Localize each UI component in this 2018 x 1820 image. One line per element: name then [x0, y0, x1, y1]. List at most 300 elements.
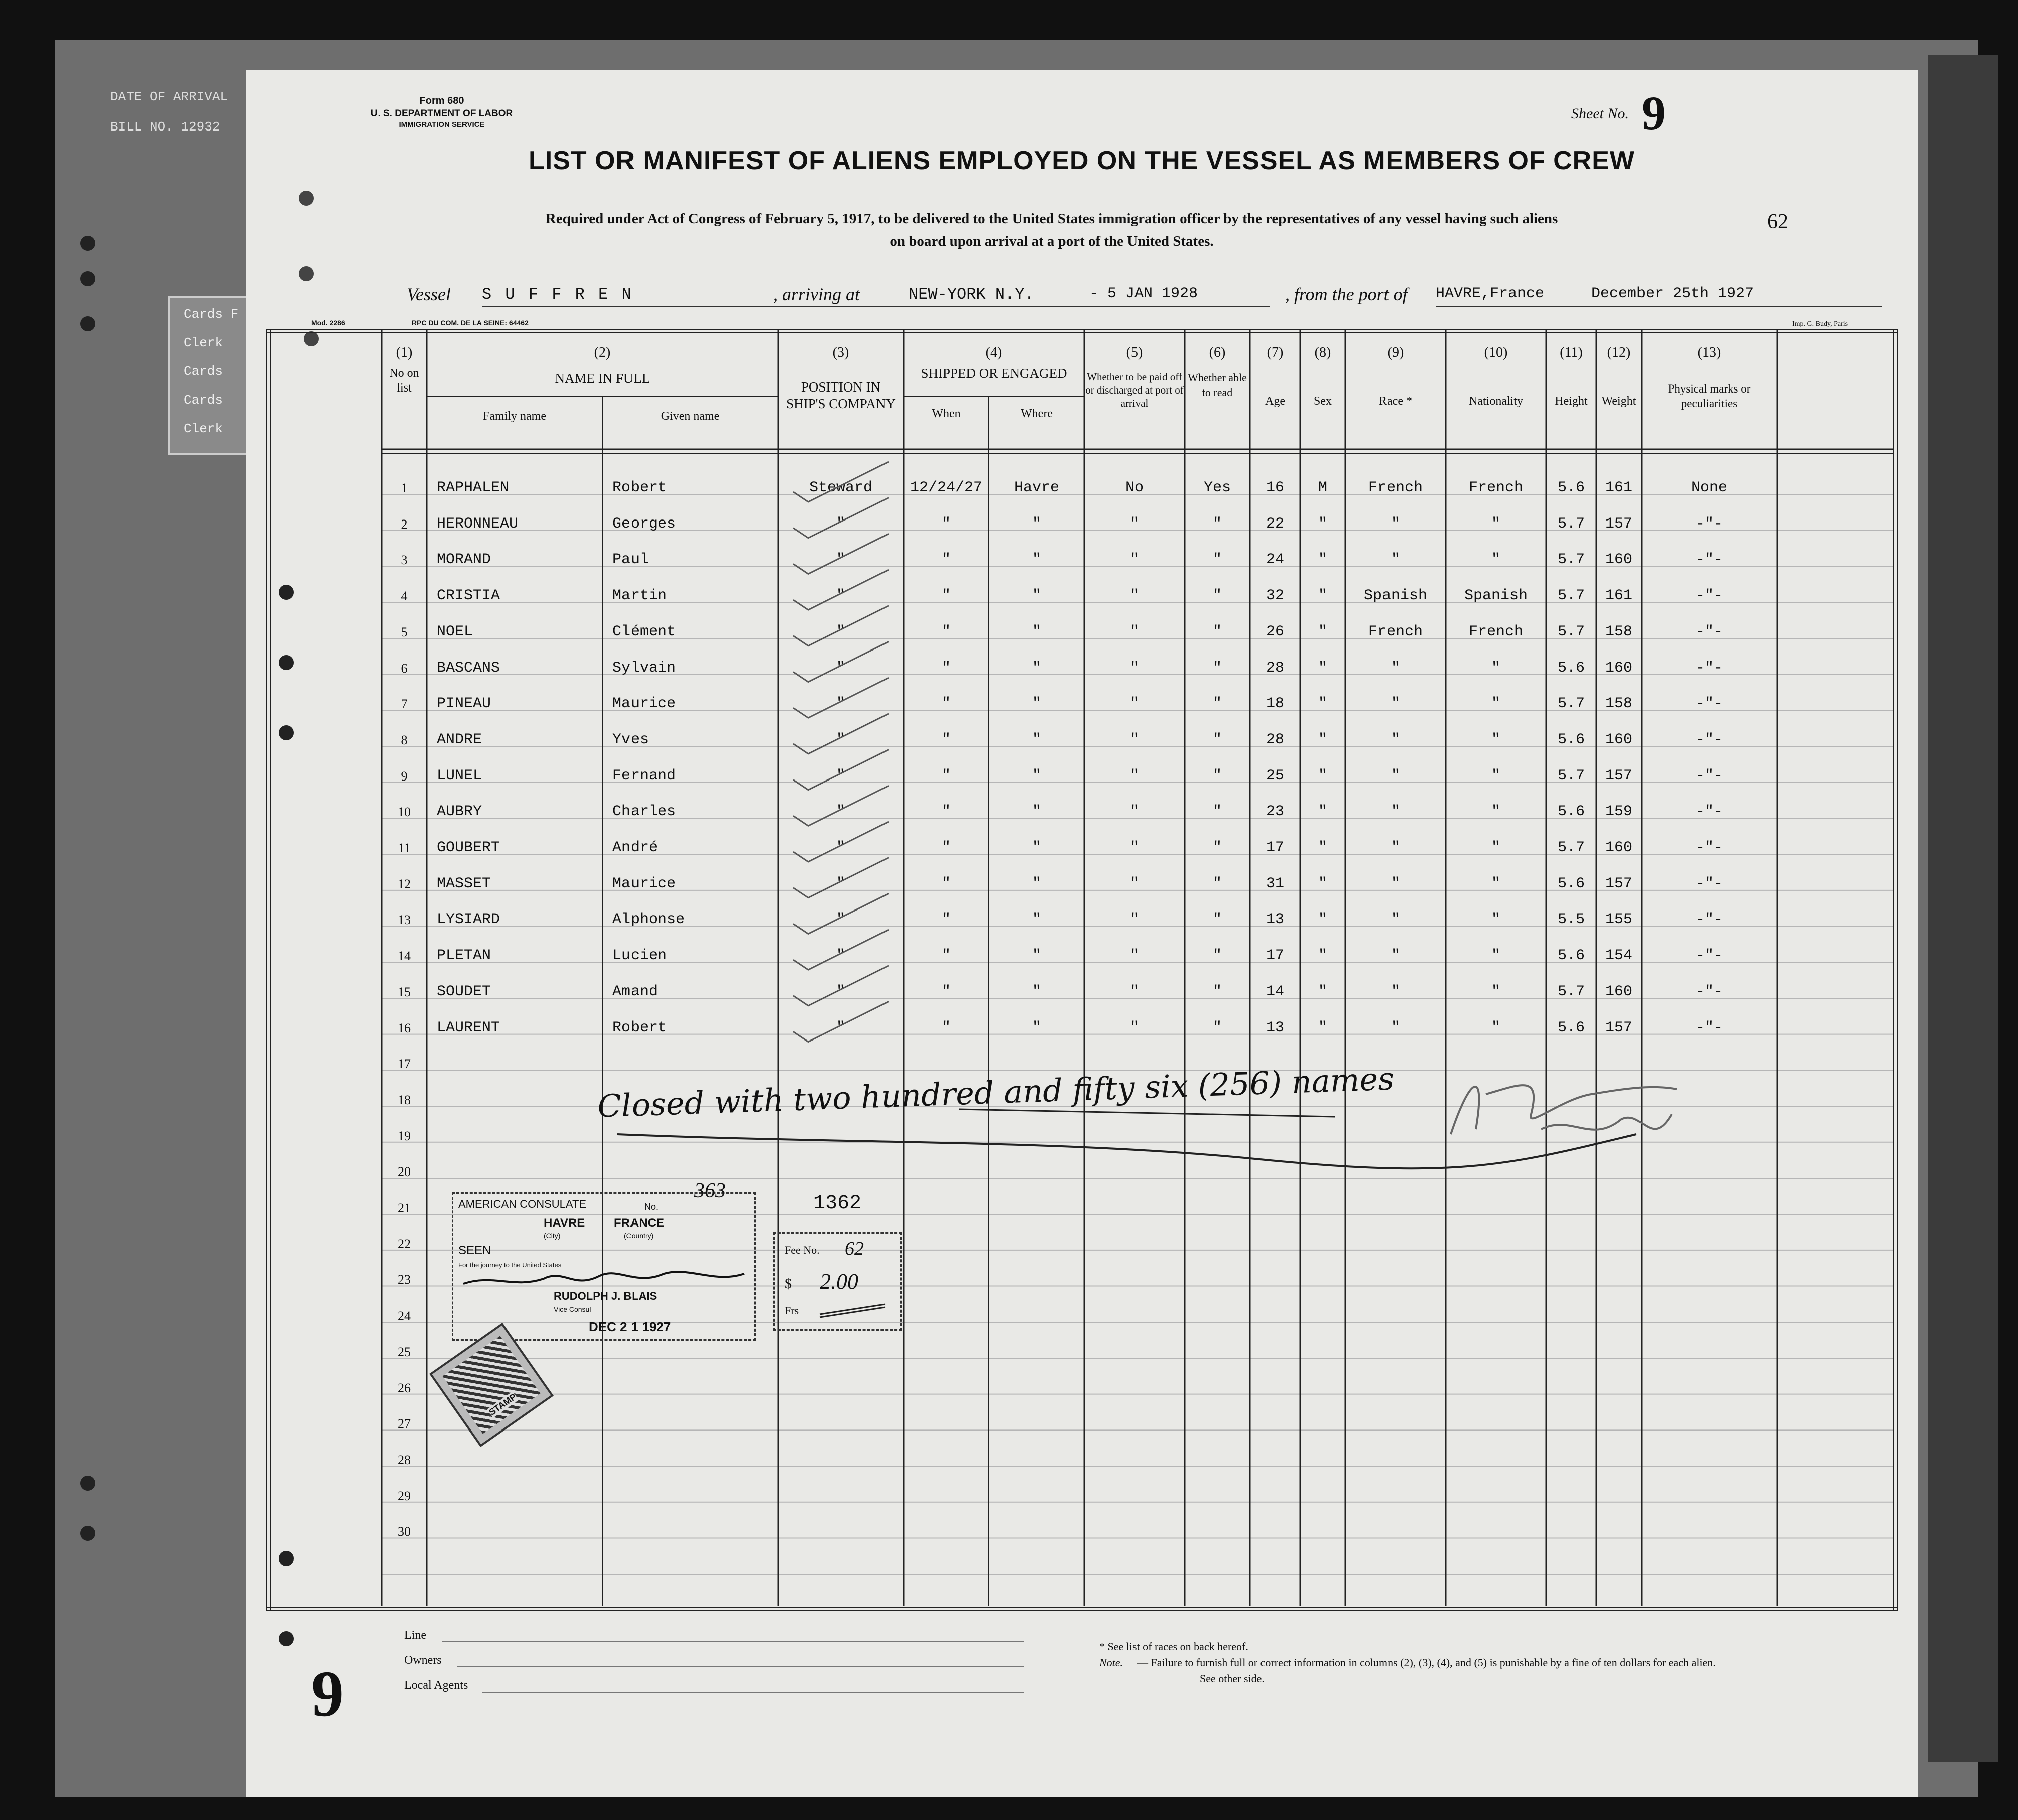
cell-position: " [836, 1019, 845, 1036]
cell-weight: 160 [1605, 731, 1632, 748]
row-number: 28 [398, 1452, 411, 1467]
check-mark [793, 534, 889, 574]
cell-position: " [836, 839, 845, 856]
cell-given: Robert [612, 1019, 667, 1036]
cell-paid: " [1129, 767, 1139, 785]
cell-family: MORAND [437, 551, 491, 569]
fee-box [773, 1232, 902, 1331]
cell-weight: 154 [1605, 947, 1632, 965]
cell-sex: " [1318, 875, 1327, 892]
cell-paid: " [1129, 623, 1139, 640]
cell-read: " [1212, 659, 1222, 677]
cell-height: 5.7 [1557, 767, 1585, 785]
cell-sex: " [1318, 623, 1327, 640]
col12-number: (12) [1607, 345, 1631, 360]
cell-family: MASSET [437, 875, 491, 892]
cell-position: " [836, 767, 845, 785]
cell-height: 5.6 [1557, 803, 1585, 821]
cell-sex: " [1318, 1019, 1327, 1036]
cell-sex: " [1318, 839, 1327, 856]
col10-label: Nationality [1469, 395, 1523, 408]
col5-label: Whether to be paid off or discharged at port of arrival [1085, 371, 1184, 409]
cell-age: 17 [1266, 947, 1284, 965]
cell-given: Georges [612, 515, 676, 533]
cell-height: 5.7 [1557, 983, 1585, 1000]
cell-read: " [1212, 983, 1222, 1000]
cell-where: " [1032, 1019, 1041, 1036]
row-number: 1 [401, 481, 408, 495]
cell-where: " [1032, 767, 1041, 785]
cell-paid: " [1129, 839, 1139, 856]
cell-given: Fernand [612, 767, 676, 785]
cell-paid: " [1129, 947, 1139, 965]
arriving-label: , arriving at [773, 284, 860, 304]
cell-position: " [836, 623, 845, 640]
cell-given: Yves [612, 731, 649, 748]
cell-read: " [1212, 695, 1222, 713]
cell-nationality: " [1491, 767, 1500, 785]
cell-position: " [836, 659, 845, 677]
cell-where: " [1032, 551, 1041, 569]
check-mark [793, 498, 889, 538]
cell-race: " [1391, 839, 1400, 856]
cell-position: " [836, 695, 845, 713]
col8-number: (8) [1314, 345, 1331, 360]
arriving-port: NEW-YORK N.Y. [909, 285, 1034, 304]
cell-age: 18 [1266, 695, 1284, 713]
col2-given-label: Given name [661, 410, 720, 423]
mod-number: Mod. 2286 [311, 319, 345, 327]
cell-given: Martin [612, 587, 667, 605]
rpc-line: RPC DU COM. DE LA SEINE: 64462 [412, 319, 529, 327]
cell-race: " [1391, 803, 1400, 821]
card-stub-line-2: Clerk [184, 335, 223, 350]
closing-note: Closed with two hundred and fifty six (256) names [597, 1060, 1395, 1125]
departure-date: December 25th 1927 [1591, 285, 1754, 302]
col11-label: Height [1555, 395, 1588, 408]
footer-owners-label: Owners [404, 1654, 442, 1667]
check-mark [793, 570, 889, 610]
row-number: 2 [401, 516, 408, 532]
cell-race: " [1391, 515, 1400, 533]
cell-given: Robert [612, 479, 667, 496]
footer-line-rule [442, 1641, 1024, 1642]
cell-paid: " [1129, 1019, 1139, 1036]
cell-when: " [941, 1019, 951, 1036]
cell-paid: " [1129, 911, 1139, 929]
subtitle-line-2: on board upon arrival at a port of the United States. [890, 233, 1214, 249]
vessel-label: Vessel [407, 284, 451, 304]
cell-when: " [941, 659, 951, 677]
col9-number: (9) [1387, 345, 1404, 360]
consulate-seen: SEEN [458, 1244, 491, 1257]
cell-given: Lucien [612, 947, 667, 965]
cell-position: " [836, 983, 845, 1000]
cell-weight: 161 [1605, 479, 1632, 496]
check-mark [793, 642, 889, 682]
check-mark [793, 858, 889, 898]
cell-family: PINEAU [437, 695, 491, 713]
col5-number: (5) [1126, 345, 1143, 360]
footer-races-note: * See list of races on back hereof. [1099, 1640, 1248, 1653]
cell-marks: -"- [1695, 695, 1723, 713]
row-number: 19 [398, 1128, 411, 1143]
cell-race: " [1391, 947, 1400, 965]
vessel-name: S U F F R E N [482, 285, 634, 304]
check-mark [793, 462, 889, 502]
fee-no: 62 [845, 1238, 864, 1259]
cell-position: " [836, 947, 845, 965]
card-stub-line-5: Clerk [184, 421, 223, 436]
binder-hole [80, 236, 95, 251]
cell-read: " [1212, 731, 1222, 748]
cell-race: " [1391, 911, 1400, 929]
cell-where: " [1032, 947, 1041, 965]
cell-weight: 157 [1605, 767, 1632, 785]
consulate-stamp [452, 1179, 756, 1341]
cell-read: " [1212, 911, 1222, 929]
fee-serial-number: 1362 [813, 1192, 862, 1215]
col7-number: (7) [1267, 345, 1284, 360]
consulate-country: FRANCE [614, 1216, 664, 1230]
subtitle-line-1: Required under Act of Congress of February 5, 1917, to be delivered to the United States immigration officer by the representatives of any vessel having such aliens [545, 211, 1558, 227]
cell-height: 5.6 [1557, 479, 1585, 496]
footer-agents-label: Local Agents [404, 1679, 468, 1692]
col4-where-label: Where [1021, 407, 1053, 420]
check-mark [793, 1002, 889, 1042]
cell-age: 26 [1266, 623, 1284, 640]
col4-when-label: When [932, 407, 961, 420]
col13-label: Physical marks or peculiarities [1668, 382, 1751, 410]
cell-read: " [1212, 803, 1222, 821]
footer-owners-rule [457, 1666, 1024, 1667]
consul-signature [453, 1264, 754, 1294]
row-number: 18 [398, 1092, 411, 1107]
col3-label: POSITION IN SHIP'S COMPANY [786, 379, 896, 411]
cell-marks: -"- [1695, 839, 1723, 856]
cell-paid: No [1125, 479, 1144, 496]
cell-where: " [1032, 515, 1041, 533]
cell-marks: -"- [1695, 659, 1723, 677]
page-number: 62 [1767, 210, 1788, 233]
row-number: 12 [398, 876, 411, 891]
cell-when: " [941, 983, 951, 1000]
cell-where: " [1032, 983, 1041, 1000]
row-number: 5 [401, 624, 408, 639]
col13-number: (13) [1697, 345, 1721, 360]
cell-read: " [1212, 947, 1222, 965]
check-mark [793, 966, 889, 1006]
cell-family: LUNEL [437, 767, 482, 785]
cell-given: Alphonse [612, 911, 685, 929]
printer-name: Imp. G. Budy, Paris [1792, 320, 1848, 328]
cell-where: " [1032, 803, 1041, 821]
arriving-underline [909, 306, 1270, 307]
cell-weight: 160 [1605, 839, 1632, 856]
service-name: IMMIGRATION SERVICE [399, 120, 485, 129]
cell-weight: 157 [1605, 1019, 1632, 1036]
sheet-number: 9 [1642, 86, 1666, 140]
manifest-title: LIST OR MANIFEST OF ALIENS EMPLOYED ON THE VESSEL AS MEMBERS OF CREW [529, 146, 1635, 175]
cell-age: 24 [1266, 551, 1284, 569]
footer-agents-rule [482, 1692, 1024, 1693]
check-mark [793, 606, 889, 646]
from-port: HAVRE,France [1436, 285, 1545, 302]
form-number: Form 680 [419, 95, 464, 106]
cell-given: Charles [612, 803, 676, 821]
card-stub-line-3: Cards [184, 364, 223, 379]
cell-family: PLETAN [437, 947, 491, 965]
cell-position: " [836, 911, 845, 929]
cell-height: 5.6 [1557, 731, 1585, 748]
punch-hole [299, 266, 314, 281]
consulate-date: DEC 2 1 1927 [589, 1319, 671, 1334]
fee-dollar-label: $ [785, 1276, 792, 1292]
col6-label: Whether able to read [1188, 371, 1247, 399]
cell-nationality: " [1491, 1019, 1500, 1036]
cell-height: 5.7 [1557, 551, 1585, 569]
cell-where: " [1032, 695, 1041, 713]
cell-when: " [941, 587, 951, 605]
cell-given: Maurice [612, 875, 676, 892]
col1-number: (1) [396, 345, 413, 360]
cell-where: " [1032, 587, 1041, 605]
col1-label: No on list [389, 367, 419, 395]
cell-family: AUBRY [437, 803, 482, 821]
cell-when: " [941, 803, 951, 821]
cell-given: André [612, 839, 658, 856]
cell-height: 5.6 [1557, 947, 1585, 965]
cell-marks: -"- [1695, 911, 1723, 929]
row-number: 4 [401, 589, 408, 604]
cell-age: 31 [1266, 875, 1284, 892]
cell-family: LAURENT [437, 1019, 500, 1036]
cell-when: " [941, 875, 951, 892]
row-number: 20 [398, 1164, 411, 1180]
cell-where: " [1032, 911, 1041, 929]
punch-hole [279, 1631, 294, 1646]
cell-family: BASCANS [437, 659, 500, 677]
consulate-city: HAVRE [544, 1216, 585, 1230]
cell-sex: " [1318, 911, 1327, 929]
cell-family: LYSIARD [437, 911, 500, 929]
cell-read: " [1212, 587, 1222, 605]
row-number: 22 [398, 1236, 411, 1251]
cell-race: " [1391, 551, 1400, 569]
cell-age: 17 [1266, 839, 1284, 856]
cell-paid: " [1129, 659, 1139, 677]
cell-where: " [1032, 875, 1041, 892]
sheet-label: Sheet No. [1571, 105, 1629, 122]
row-number: 9 [401, 768, 408, 784]
cell-marks: -"- [1695, 983, 1723, 1000]
cell-sex: M [1318, 479, 1327, 496]
backing-edge [1928, 55, 1998, 1762]
cell-when: " [941, 947, 951, 965]
cell-sex: " [1318, 803, 1327, 821]
cell-sex: " [1318, 947, 1327, 965]
cell-given: Maurice [612, 695, 676, 713]
cell-height: 5.7 [1557, 695, 1585, 713]
check-mark [793, 786, 889, 826]
cell-height: 5.7 [1557, 623, 1585, 640]
row-number: 27 [398, 1416, 411, 1432]
row-number: 7 [401, 697, 408, 712]
cell-nationality: " [1491, 839, 1500, 856]
cell-height: 5.7 [1557, 839, 1585, 856]
cell-weight: 159 [1605, 803, 1632, 821]
consulate-city-label: (City) [544, 1232, 561, 1240]
binder-hole [80, 1526, 95, 1541]
check-mark [793, 750, 889, 790]
cell-when: " [941, 731, 951, 748]
cell-family: GOUBERT [437, 839, 500, 856]
row-number: 8 [401, 732, 408, 747]
row-number: 24 [398, 1309, 411, 1324]
row-number: 23 [398, 1272, 411, 1287]
cell-when: 12/24/27 [910, 479, 983, 496]
cell-position: " [836, 875, 845, 892]
cell-nationality: " [1491, 947, 1500, 965]
cell-nationality: " [1491, 551, 1500, 569]
cell-when: " [941, 515, 951, 533]
cell-when: " [941, 911, 951, 929]
check-marks [788, 452, 904, 1104]
cell-race: " [1391, 659, 1400, 677]
cell-nationality: Spanish [1464, 587, 1528, 605]
cell-weight: 160 [1605, 983, 1632, 1000]
cell-marks: -"- [1695, 551, 1723, 569]
col12-label: Weight [1601, 395, 1636, 408]
check-mark [793, 714, 889, 754]
punch-hole [299, 191, 314, 206]
check-mark [793, 893, 889, 934]
cell-read: " [1212, 551, 1222, 569]
cell-age: 25 [1266, 767, 1284, 785]
col8-label: Sex [1314, 395, 1332, 408]
row-number: 14 [398, 949, 411, 964]
cell-weight: 161 [1605, 587, 1632, 605]
cell-marks: -"- [1695, 623, 1723, 640]
from-underline [1436, 306, 1882, 307]
cell-read: " [1212, 623, 1222, 640]
cell-where: " [1032, 731, 1041, 748]
cell-race: " [1391, 731, 1400, 748]
cell-height: 5.7 [1557, 587, 1585, 605]
binder-hole [80, 316, 95, 331]
cell-age: 28 [1266, 731, 1284, 748]
card-stub [168, 296, 251, 455]
col4-number: (4) [985, 345, 1002, 360]
cell-sex: " [1318, 983, 1327, 1000]
row-number: 17 [398, 1057, 411, 1072]
cell-given: Sylvain [612, 659, 676, 677]
cell-where: " [1032, 659, 1041, 677]
cell-nationality: French [1468, 479, 1524, 496]
col2-number: (2) [594, 345, 611, 360]
cell-age: 23 [1266, 803, 1284, 821]
left-stub-line-1: DATE OF ARRIVAL [110, 89, 228, 104]
fee-frs-label: Frs [785, 1304, 799, 1317]
cell-sex: " [1318, 695, 1327, 713]
cell-given: Clément [612, 623, 676, 640]
footer-note-label: Note. [1099, 1656, 1123, 1669]
cell-when: " [941, 623, 951, 640]
cell-position: " [836, 587, 845, 605]
cell-age: 32 [1266, 587, 1284, 605]
cell-nationality: " [1491, 983, 1500, 1000]
row-number: 21 [398, 1201, 411, 1215]
officer-signature [1441, 1054, 1692, 1164]
cell-when: " [941, 551, 951, 569]
consulate-no-label: No. [644, 1202, 659, 1212]
cell-read: " [1212, 1019, 1222, 1036]
left-stub-line-2: BILL NO. 12932 [110, 119, 220, 135]
cell-race: French [1368, 479, 1423, 496]
consul-name: RUDOLPH J. BLAIS [554, 1290, 657, 1303]
cell-age: 13 [1266, 911, 1284, 929]
row-number: 15 [398, 984, 411, 999]
cell-read: " [1212, 839, 1222, 856]
cell-paid: " [1129, 875, 1139, 892]
row-number: 29 [398, 1488, 411, 1503]
row-number: 13 [398, 913, 411, 928]
col2-label: NAME IN FULL [555, 371, 650, 386]
cell-paid: " [1129, 803, 1139, 821]
cell-height: 5.7 [1557, 515, 1585, 533]
cell-sex: " [1318, 731, 1327, 748]
cell-position: " [836, 731, 845, 748]
cell-height: 5.6 [1557, 875, 1585, 892]
cell-paid: " [1129, 551, 1139, 569]
cell-paid: " [1129, 515, 1139, 533]
cell-weight: 158 [1605, 695, 1632, 713]
department-name: U. S. DEPARTMENT OF LABOR [370, 108, 513, 119]
cell-nationality: " [1491, 659, 1500, 677]
cell-family: RAPHALEN [437, 479, 510, 496]
cell-weight: 155 [1605, 911, 1632, 929]
row-number: 3 [401, 553, 408, 568]
col4-label: SHIPPED OR ENGAGED [921, 366, 1067, 381]
cell-nationality: French [1468, 623, 1524, 640]
col3-number: (3) [832, 345, 849, 360]
cell-weight: 157 [1605, 875, 1632, 892]
row-number: 26 [398, 1380, 411, 1395]
footer-sheet-number: 9 [311, 1658, 344, 1730]
cell-marks: -"- [1695, 1019, 1723, 1036]
cell-nationality: " [1491, 911, 1500, 929]
consulate-line1: AMERICAN CONSULATE [458, 1198, 587, 1210]
cell-family: SOUDET [437, 983, 491, 1000]
manifest-sheet [246, 70, 1918, 1797]
cell-read: " [1212, 875, 1222, 892]
footer-line-label: Line [404, 1629, 426, 1642]
col10-number: (10) [1484, 345, 1508, 360]
consulate-country-label: (Country) [624, 1232, 654, 1240]
arrival-date-stamp: - 5 JAN 1928 [1089, 285, 1198, 302]
cell-age: 28 [1266, 659, 1284, 677]
cell-race: " [1391, 1019, 1400, 1036]
card-stub-line-4: Cards [184, 393, 223, 408]
cell-sex: " [1318, 659, 1327, 677]
cell-paid: " [1129, 731, 1139, 748]
cell-family: ANDRE [437, 731, 482, 748]
col2-family-label: Family name [483, 410, 546, 423]
col6-number: (6) [1209, 345, 1226, 360]
cell-read: Yes [1203, 479, 1231, 496]
cell-position: Steward [809, 479, 873, 496]
col7-label: Age [1265, 395, 1285, 408]
